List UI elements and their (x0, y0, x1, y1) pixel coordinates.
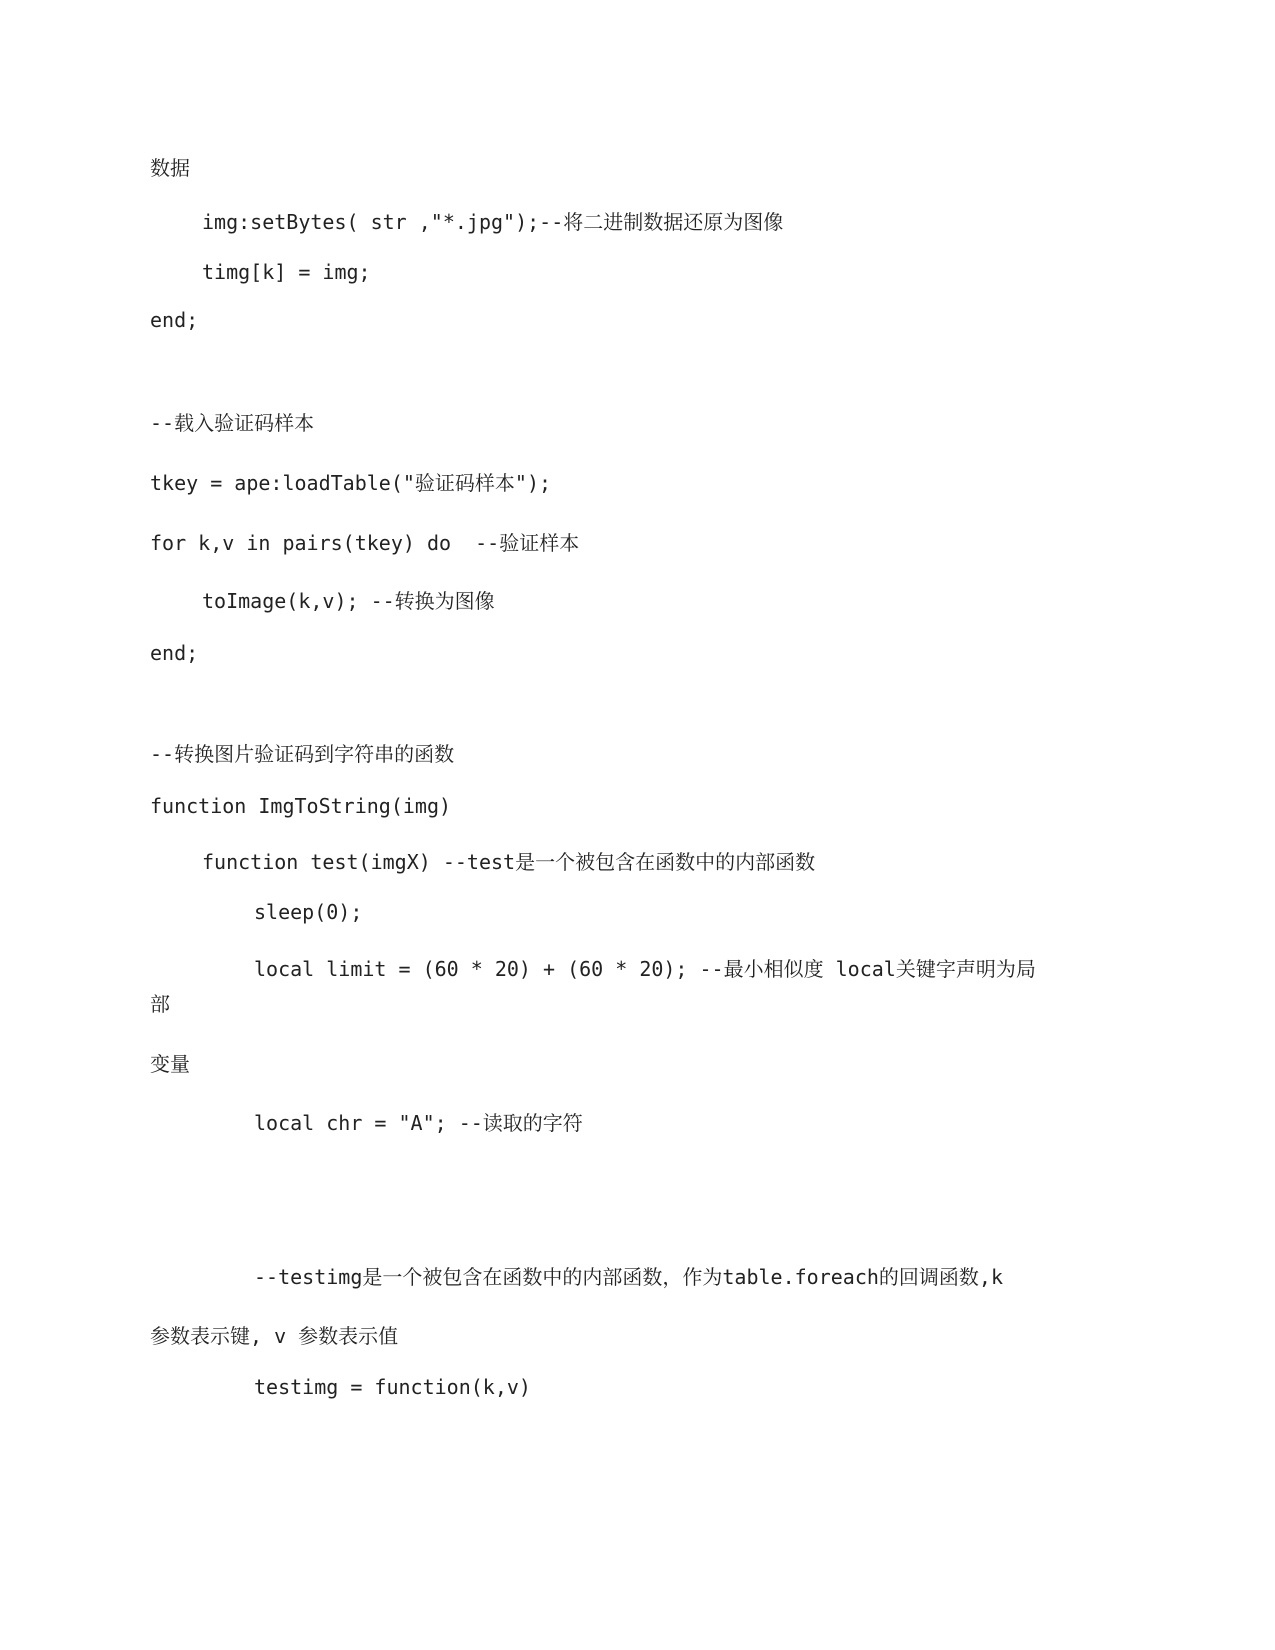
comment-line: --载入验证码样本 (150, 411, 315, 435)
comment-line: --转换图片验证码到字符串的函数 (150, 742, 455, 766)
code-line: function test(imgX) --test是一个被包含在函数中的内部函数 (202, 850, 816, 874)
code-line: testimg = function(k,v) (254, 1375, 531, 1399)
comment-line: --testimg是一个被包含在函数中的内部函数，作为table.foreach的回调函数,k (254, 1265, 1003, 1289)
code-line: sleep(0); (254, 900, 363, 924)
text-line: 部 (150, 992, 170, 1016)
text-line: 变量 (150, 1052, 190, 1076)
code-line: toImage(k,v); --转换为图像 (202, 589, 495, 613)
code-line: end; (150, 308, 199, 332)
text-line: 参数表示键, v 参数表示值 (150, 1324, 399, 1348)
code-line: end; (150, 641, 199, 665)
code-line: for k,v in pairs(tkey) do --验证样本 (150, 531, 580, 555)
code-line: timg[k] = img; (202, 260, 371, 284)
code-line: local limit = (60 * 20) + (60 * 20); --最小相似度 local关键字声明为局 (254, 957, 1036, 981)
code-line: img:setBytes( str ,"*.jpg");--将二进制数据还原为图像 (202, 210, 784, 234)
text-line: 数据 (150, 156, 190, 180)
code-line: local chr = "A"; --读取的字符 (254, 1111, 583, 1135)
code-line: function ImgToString(img) (150, 794, 452, 818)
code-line: tkey = ape:loadTable("验证码样本"); (150, 471, 552, 495)
